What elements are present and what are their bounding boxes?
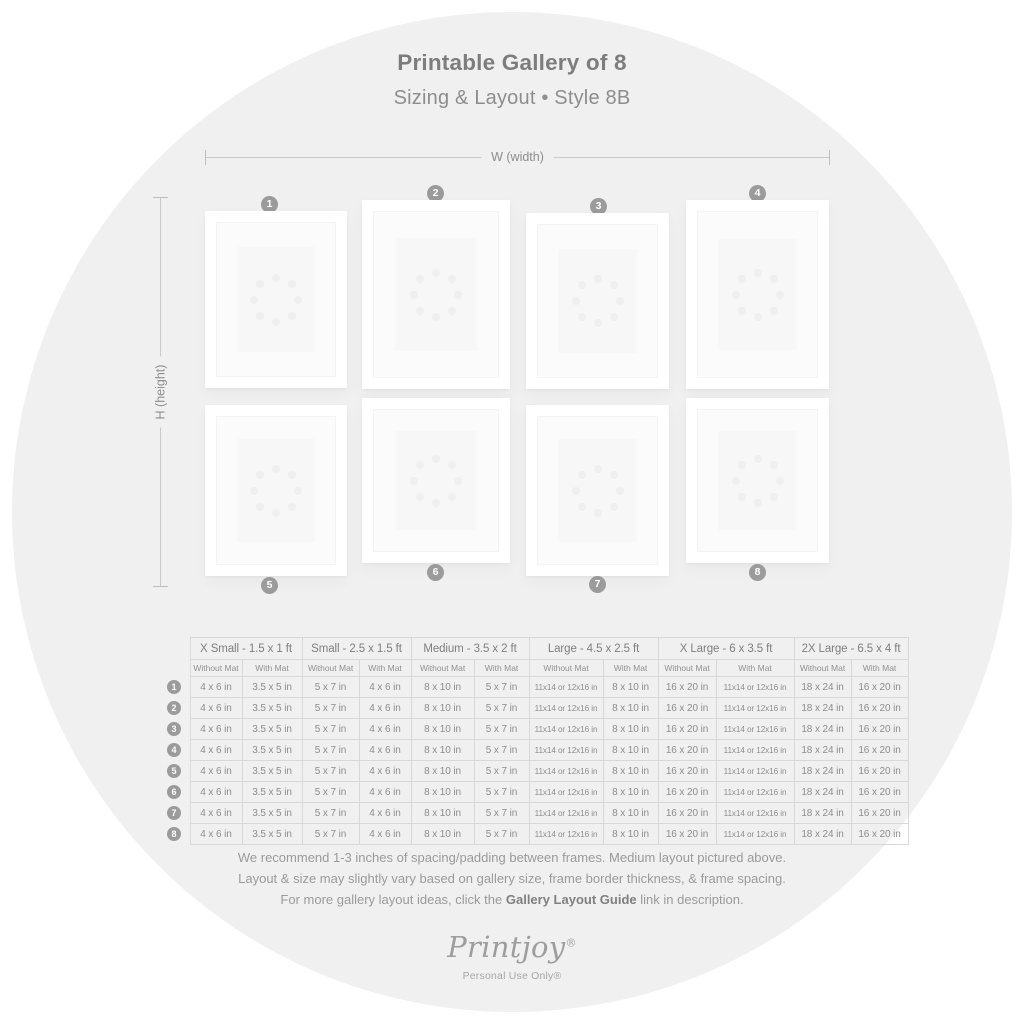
frame-3 <box>526 213 669 389</box>
cell-1-8: 8 x 10 in <box>603 677 658 698</box>
frame-8-mat <box>697 409 818 552</box>
row-badge-1: 1 <box>167 680 181 694</box>
cell-7-3: 5 x 7 in <box>302 803 359 824</box>
frame-4 <box>686 200 829 389</box>
cell-6-5: 8 x 10 in <box>411 782 474 803</box>
cell-7-12: 16 x 20 in <box>851 803 908 824</box>
cell-8-4: 4 x 6 in <box>359 824 411 845</box>
footnote-line-3-suffix: link in description. <box>636 892 744 907</box>
cell-8-9: 16 x 20 in <box>658 824 716 845</box>
cell-4-5: 8 x 10 in <box>411 740 474 761</box>
row-number-cell-4 <box>163 740 190 761</box>
cell-1-12: 16 x 20 in <box>851 677 908 698</box>
size-table-subheader-row <box>163 660 908 677</box>
subheader-without-mat-3: Without Mat <box>411 660 474 677</box>
cell-3-3: 5 x 7 in <box>302 719 359 740</box>
cell-4-1: 4 x 6 in <box>190 740 242 761</box>
size-table-corner-cell-2 <box>163 660 190 677</box>
gallery-layout-guide-link[interactable]: Gallery Layout Guide <box>505 892 637 907</box>
frame-6-art-dots <box>410 455 462 507</box>
height-dimension-label: H (height) <box>152 357 171 428</box>
frame-8 <box>686 398 829 563</box>
cell-4-6: 5 x 7 in <box>474 740 529 761</box>
height-dimension-cap-bottom <box>153 586 168 587</box>
size-group-header-xlarge: X Large - 6 x 3.5 ft <box>658 638 794 660</box>
cell-7-7: 11x14 or 12x16 in <box>529 803 603 824</box>
cell-1-10: 11x14 or 12x16 in <box>716 677 794 698</box>
footnote-line-1: We recommend 1-3 inches of spacing/padding between frames. Medium layout pictured above. <box>237 850 787 865</box>
width-dimension-label: W (width) <box>481 148 554 167</box>
cell-8-11: 18 x 24 in <box>794 824 851 845</box>
footnote-line-3-prefix: For more gallery layout ideas, click the <box>280 892 506 907</box>
cell-3-8: 8 x 10 in <box>603 719 658 740</box>
frame-7-mat <box>537 416 658 565</box>
cell-5-7: 11x14 or 12x16 in <box>529 761 603 782</box>
cell-3-4: 4 x 6 in <box>359 719 411 740</box>
cell-2-10: 11x14 or 12x16 in <box>716 698 794 719</box>
cell-7-5: 8 x 10 in <box>411 803 474 824</box>
width-dimension-cap-right <box>829 150 830 165</box>
frame-4-mat <box>697 211 818 378</box>
subheader-without-mat-4: Without Mat <box>529 660 603 677</box>
cell-7-10: 11x14 or 12x16 in <box>716 803 794 824</box>
frame-badge-7: 7 <box>589 576 606 593</box>
cell-6-7: 11x14 or 12x16 in <box>529 782 603 803</box>
cell-2-8: 8 x 10 in <box>603 698 658 719</box>
cell-3-1: 4 x 6 in <box>190 719 242 740</box>
page-title: Printable Gallery of 8 <box>397 50 627 75</box>
frame-6 <box>362 398 510 563</box>
cell-8-1: 4 x 6 in <box>190 824 242 845</box>
cell-7-9: 16 x 20 in <box>658 803 716 824</box>
cell-8-3: 5 x 7 in <box>302 824 359 845</box>
frame-badge-5: 5 <box>261 577 278 594</box>
cell-5-1: 4 x 6 in <box>190 761 242 782</box>
cell-2-12: 16 x 20 in <box>851 698 908 719</box>
row-number-cell-2 <box>163 698 190 719</box>
row-number-cell-7 <box>163 803 190 824</box>
cell-1-3: 5 x 7 in <box>302 677 359 698</box>
row-badge-3: 3 <box>167 722 181 736</box>
subheader-without-mat-6: Without Mat <box>794 660 851 677</box>
table-row <box>163 677 908 698</box>
size-table <box>163 637 909 845</box>
frame-8-art-dots <box>732 455 784 507</box>
brand-tagline: Personal Use Only® <box>462 970 562 982</box>
width-dimension <box>205 148 830 170</box>
cell-2-7: 11x14 or 12x16 in <box>529 698 603 719</box>
table-row <box>163 740 908 761</box>
cell-5-5: 8 x 10 in <box>411 761 474 782</box>
row-number-cell-8 <box>163 824 190 845</box>
table-row <box>163 803 908 824</box>
cell-4-9: 16 x 20 in <box>658 740 716 761</box>
frame-3-mat <box>537 224 658 378</box>
row-badge-5: 5 <box>167 764 181 778</box>
frame-badge-4: 4 <box>749 185 766 202</box>
frame-badge-2: 2 <box>427 185 444 202</box>
frame-badge-8: 8 <box>749 564 766 581</box>
cell-3-9: 16 x 20 in <box>658 719 716 740</box>
subheader-with-mat-5: With Mat <box>716 660 794 677</box>
row-number-cell-6 <box>163 782 190 803</box>
frame-2-mat <box>373 211 499 378</box>
cell-5-2: 3.5 x 5 in <box>242 761 302 782</box>
frame-5 <box>205 405 347 576</box>
row-badge-6: 6 <box>167 785 181 799</box>
cell-8-12: 16 x 20 in <box>851 824 908 845</box>
size-group-header-2xlarge: 2X Large - 6.5 x 4 ft <box>794 638 908 660</box>
size-group-header-large: Large - 4.5 x 2.5 ft <box>529 638 658 660</box>
cell-5-3: 5 x 7 in <box>302 761 359 782</box>
subheader-without-mat-2: Without Mat <box>302 660 359 677</box>
cell-4-4: 4 x 6 in <box>359 740 411 761</box>
cell-6-6: 5 x 7 in <box>474 782 529 803</box>
cell-6-10: 11x14 or 12x16 in <box>716 782 794 803</box>
cell-8-6: 5 x 7 in <box>474 824 529 845</box>
frame-badge-3: 3 <box>590 198 607 215</box>
row-badge-2: 2 <box>167 701 181 715</box>
frame-4-art-dots <box>732 269 784 321</box>
table-row <box>163 698 908 719</box>
cell-2-3: 5 x 7 in <box>302 698 359 719</box>
cell-7-8: 8 x 10 in <box>603 803 658 824</box>
subheader-without-mat-5: Without Mat <box>658 660 716 677</box>
cell-3-5: 8 x 10 in <box>411 719 474 740</box>
frame-2-art <box>395 238 477 351</box>
row-number-cell-3 <box>163 719 190 740</box>
frame-7 <box>526 405 669 576</box>
table-row <box>163 719 908 740</box>
cell-1-9: 16 x 20 in <box>658 677 716 698</box>
subheader-with-mat-3: With Mat <box>474 660 529 677</box>
cell-1-5: 8 x 10 in <box>411 677 474 698</box>
cell-1-1: 4 x 6 in <box>190 677 242 698</box>
cell-8-7: 11x14 or 12x16 in <box>529 824 603 845</box>
subheader-with-mat-2: With Mat <box>359 660 411 677</box>
row-badge-4: 4 <box>167 743 181 757</box>
table-row <box>163 824 908 845</box>
brand-wordmark <box>0 930 1024 964</box>
frame-2 <box>362 200 510 389</box>
cell-5-9: 16 x 20 in <box>658 761 716 782</box>
frame-7-art-dots <box>572 465 624 517</box>
frame-8-art <box>718 431 797 530</box>
cell-4-10: 11x14 or 12x16 in <box>716 740 794 761</box>
subheader-without-mat-1: Without Mat <box>190 660 242 677</box>
cell-8-10: 11x14 or 12x16 in <box>716 824 794 845</box>
frame-7-art <box>558 439 637 542</box>
subheader-with-mat-6: With Mat <box>851 660 908 677</box>
cell-5-6: 5 x 7 in <box>474 761 529 782</box>
cell-3-2: 3.5 x 5 in <box>242 719 302 740</box>
frame-2-art-dots <box>410 269 462 321</box>
height-dimension-cap-top <box>153 197 168 198</box>
table-row <box>163 782 908 803</box>
size-table-corner-cell <box>163 638 190 660</box>
table-row <box>163 761 908 782</box>
footnote-line-2: Layout & size may slightly vary based on gallery size, frame border thickness, & frame spacing. <box>238 871 786 886</box>
cell-4-7: 11x14 or 12x16 in <box>529 740 603 761</box>
size-group-header-small: Small - 2.5 x 1.5 ft <box>302 638 411 660</box>
cell-6-3: 5 x 7 in <box>302 782 359 803</box>
brand-registered-mark: ® <box>565 936 577 950</box>
frame-5-art-dots <box>250 465 302 517</box>
cell-3-7: 11x14 or 12x16 in <box>529 719 603 740</box>
frame-3-art <box>558 249 637 353</box>
cell-2-5: 8 x 10 in <box>411 698 474 719</box>
cell-2-1: 4 x 6 in <box>190 698 242 719</box>
subheader-with-mat-4: With Mat <box>603 660 658 677</box>
cell-2-2: 3.5 x 5 in <box>242 698 302 719</box>
height-dimension <box>150 197 172 587</box>
frame-1-art <box>237 247 315 352</box>
cell-6-12: 16 x 20 in <box>851 782 908 803</box>
frame-5-mat <box>216 416 336 565</box>
width-dimension-cap-left <box>205 150 206 165</box>
frame-1-mat <box>216 222 336 377</box>
size-table-wrapper <box>163 637 901 845</box>
cell-1-6: 5 x 7 in <box>474 677 529 698</box>
cell-1-4: 4 x 6 in <box>359 677 411 698</box>
size-group-header-xsmall: X Small - 1.5 x 1 ft <box>190 638 302 660</box>
cell-3-10: 11x14 or 12x16 in <box>716 719 794 740</box>
row-number-cell-1 <box>163 677 190 698</box>
cell-6-1: 4 x 6 in <box>190 782 242 803</box>
cell-3-6: 5 x 7 in <box>474 719 529 740</box>
cell-4-2: 3.5 x 5 in <box>242 740 302 761</box>
frame-1-art-dots <box>250 274 302 326</box>
size-group-header-medium: Medium - 3.5 x 2 ft <box>411 638 529 660</box>
cell-4-11: 18 x 24 in <box>794 740 851 761</box>
cell-4-8: 8 x 10 in <box>603 740 658 761</box>
footnote-line-3 <box>0 889 1024 910</box>
cell-6-11: 18 x 24 in <box>794 782 851 803</box>
row-badge-7: 7 <box>167 806 181 820</box>
cell-4-3: 5 x 7 in <box>302 740 359 761</box>
subheader-with-mat-1: With Mat <box>242 660 302 677</box>
frame-badge-6: 6 <box>427 564 444 581</box>
cell-1-7: 11x14 or 12x16 in <box>529 677 603 698</box>
footnotes <box>0 847 1024 910</box>
cell-6-2: 3.5 x 5 in <box>242 782 302 803</box>
page-subtitle: Sizing & Layout • Style 8B <box>393 87 631 109</box>
cell-1-11: 18 x 24 in <box>794 677 851 698</box>
cell-2-4: 4 x 6 in <box>359 698 411 719</box>
frame-3-art-dots <box>572 275 624 327</box>
cell-6-9: 16 x 20 in <box>658 782 716 803</box>
brand-name: Printjoy <box>447 930 566 964</box>
cell-2-11: 18 x 24 in <box>794 698 851 719</box>
brand-logo <box>0 930 1024 982</box>
frame-6-art <box>395 431 477 530</box>
cell-7-1: 4 x 6 in <box>190 803 242 824</box>
cell-5-12: 16 x 20 in <box>851 761 908 782</box>
cell-2-6: 5 x 7 in <box>474 698 529 719</box>
frame-6-mat <box>373 409 499 552</box>
frame-badge-1: 1 <box>261 196 278 213</box>
cell-2-9: 16 x 20 in <box>658 698 716 719</box>
row-badge-8: 8 <box>167 827 181 841</box>
size-table-group-header-row <box>163 638 908 660</box>
cell-7-2: 3.5 x 5 in <box>242 803 302 824</box>
cell-5-4: 4 x 6 in <box>359 761 411 782</box>
cell-4-12: 16 x 20 in <box>851 740 908 761</box>
frame-5-art <box>237 439 315 542</box>
cell-8-2: 3.5 x 5 in <box>242 824 302 845</box>
frame-4-art <box>718 239 797 350</box>
cell-5-11: 18 x 24 in <box>794 761 851 782</box>
cell-6-4: 4 x 6 in <box>359 782 411 803</box>
cell-7-11: 18 x 24 in <box>794 803 851 824</box>
frame-1 <box>205 211 347 388</box>
cell-5-10: 11x14 or 12x16 in <box>716 761 794 782</box>
cell-8-8: 8 x 10 in <box>603 824 658 845</box>
cell-3-12: 16 x 20 in <box>851 719 908 740</box>
cell-5-8: 8 x 10 in <box>603 761 658 782</box>
cell-6-8: 8 x 10 in <box>603 782 658 803</box>
cell-1-2: 3.5 x 5 in <box>242 677 302 698</box>
row-number-cell-5 <box>163 761 190 782</box>
cell-8-5: 8 x 10 in <box>411 824 474 845</box>
cell-7-4: 4 x 6 in <box>359 803 411 824</box>
cell-3-11: 18 x 24 in <box>794 719 851 740</box>
cell-7-6: 5 x 7 in <box>474 803 529 824</box>
